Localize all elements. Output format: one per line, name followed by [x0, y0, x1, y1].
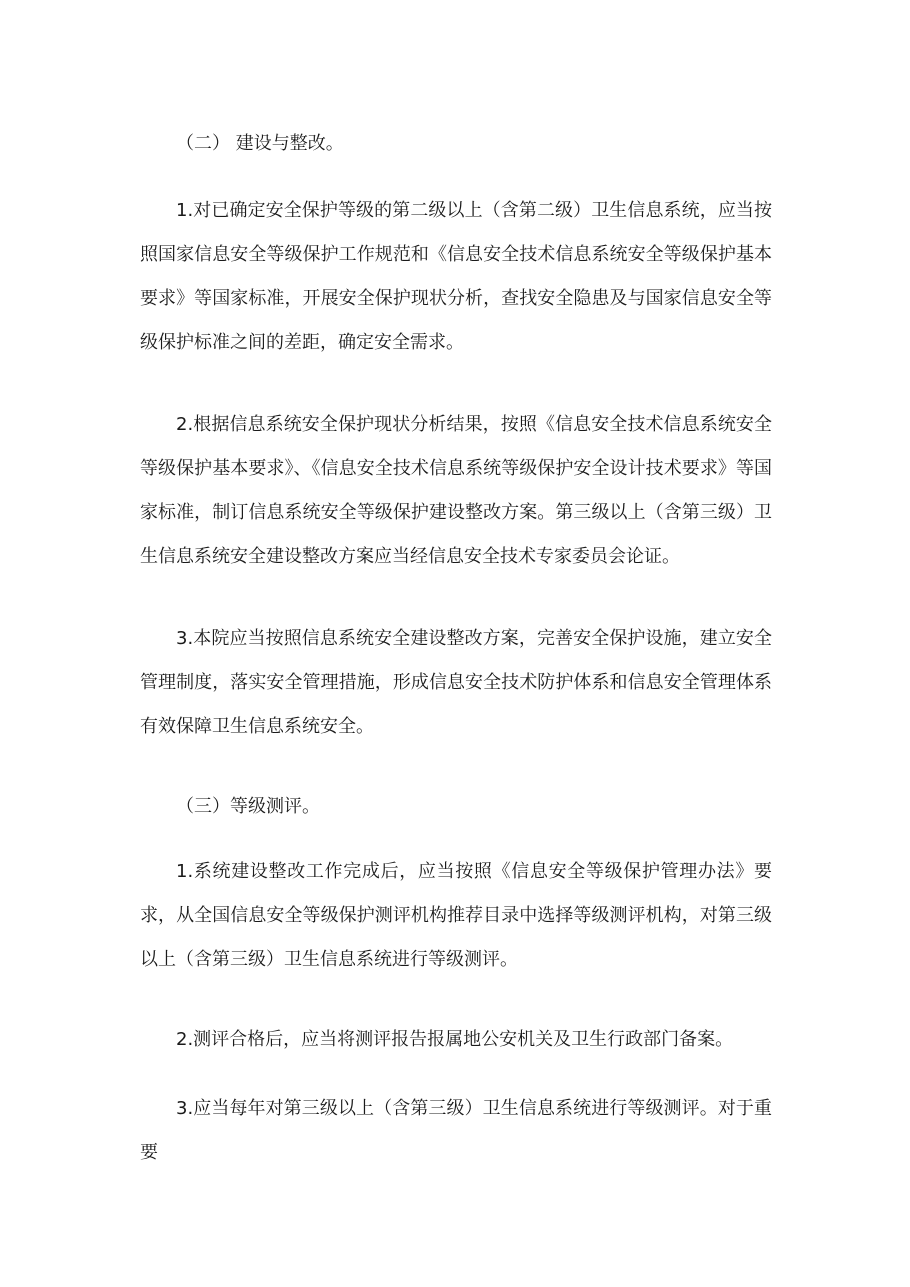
paragraph-assessment-2: 2.测评合格后，应当将测评报告报属地公安机关及卫生行政部门备案。	[176, 1029, 734, 1050]
paragraph-construction-3: 3.本院应当按照信息系统安全建设整改方案，完善安全保护设施，建立安全管理制度，落实安全管理措施，形成信息安全技术防护体系和信息安全管理体系有效保障卫生信息系统安全。	[140, 628, 772, 737]
section-heading-assessment: （三）等级测评。	[176, 796, 320, 817]
paragraph-assessment-1: 1.系统建设整改工作完成后，应当按照《信息安全等级保护管理办法》要求，从全国信息安全等级保护测评机构推荐目录中选择等级测评机构，对第三级以上（含第三级）卫生信息系统进行等级测评。	[140, 861, 772, 970]
paragraph-construction-2: 2.根据信息系统安全保护现状分析结果，按照《信息安全技术信息系统安全等级保护基本要求》、《信息安全技术信息系统等级保护安全设计技术要求》等国家标准，制订信息系统安全等级保护建设整改方案。第三级以上（含第三级）卫生信息系统安全建设整改方案应当经信息安全技术专家委员会论证。	[140, 414, 772, 567]
paragraph-construction-1: 1.对已确定安全保护等级的第二级以上（含第二级）卫生信息系统，应当按照国家信息安全等级保护工作规范和《信息安全技术信息系统安全等级保护基本要求》等国家标准，开展安全保护现状分析，查找安全隐患及与国家信息安全等级保护标准之间的差距，确定安全需求。	[140, 200, 772, 353]
section-heading-construction: （二） 建设与整改。	[176, 133, 344, 154]
paragraph-assessment-3: 3.应当每年对第三级以上（含第三级）卫生信息系统进行等级测评。对于重要	[140, 1098, 772, 1163]
